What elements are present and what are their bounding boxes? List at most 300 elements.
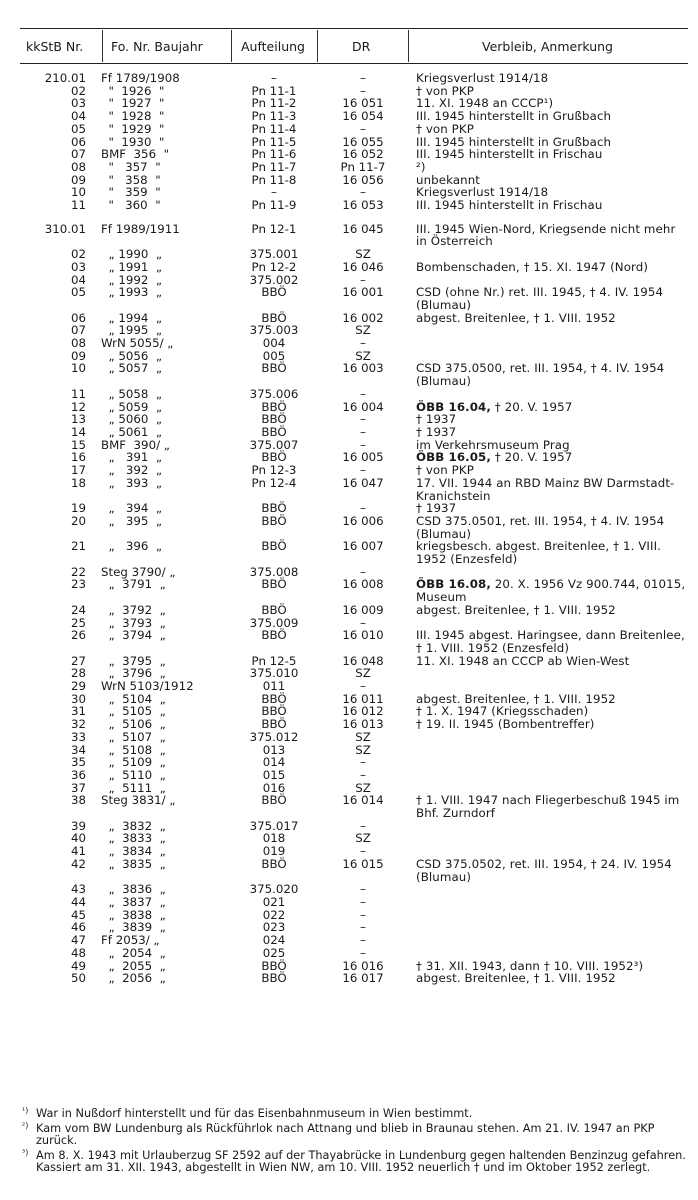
locomotive-number: 45 <box>70 907 86 922</box>
remark-text: abgest. Breitenlee, † 1. VIII. 1952 <box>416 602 616 617</box>
dr-number: – <box>360 767 366 782</box>
builder-number-year: Steg 3831/ „ <box>101 793 176 808</box>
remark <box>416 731 690 744</box>
builder-number-year: „ 3795 „ <box>101 653 166 668</box>
locomotive-number: 41 <box>70 844 86 859</box>
allocation: BBÖ <box>261 691 287 706</box>
allocation: Pn 12-2 <box>251 259 297 274</box>
header-aufteilung: Aufteilung <box>241 39 305 54</box>
allocation: 375.001 <box>249 247 299 262</box>
footnotes <box>22 1108 692 1177</box>
oebb-number: ÖBB 16.08, <box>416 577 491 592</box>
remark <box>416 413 690 426</box>
locomotive-number: 38 <box>70 793 86 808</box>
locomotive-number: 19 <box>70 501 86 516</box>
dr-number: Pn 11-7 <box>340 159 386 174</box>
remark-text: III. 1945 abgest. Haringsee, dann Breitenlee, † 1. VIII. 1952 (Enzesfeld) <box>416 628 685 655</box>
remark-text: 17. VII. 1944 an RBD Mainz BW Darmstadt-Kranichstein <box>416 475 675 503</box>
table-row <box>0 337 698 350</box>
builder-number-year: „ 3794 „ <box>101 628 166 643</box>
dr-number: – <box>360 336 366 351</box>
remark <box>416 312 690 325</box>
table-row <box>0 578 698 603</box>
table-row <box>0 362 698 387</box>
locomotive-number: 09 <box>70 172 86 187</box>
dr-number: – <box>360 844 366 859</box>
builder-number-year: „ 3834 „ <box>101 844 166 859</box>
allocation: Pn 11-1 <box>251 83 297 98</box>
builder-number-year: „ 5061 „ <box>101 424 162 439</box>
locomotive-number: 10 <box>70 185 86 200</box>
locomotive-number: 02 <box>70 83 86 98</box>
table-row <box>0 769 698 782</box>
locomotive-number: 15 <box>70 437 86 452</box>
builder-number-year: " 360 " <box>101 198 161 213</box>
allocation: Pn 11-9 <box>251 198 297 213</box>
footnote-text: Kam vom BW Lundenburg als Rückführlok nach Attnang und blieb in Braunau stehen. Am 21. IV. 1947 an PKP zurück. <box>36 1121 655 1148</box>
remark-text: † 20. V. 1957 <box>490 399 573 414</box>
locomotive-number: 49 <box>70 958 86 973</box>
builder-number-year: „ 394 „ <box>101 501 162 516</box>
dr-number: 16 010 <box>342 628 384 643</box>
remark <box>416 515 690 540</box>
locomotive-number: 48 <box>70 945 86 960</box>
allocation: – <box>271 185 277 200</box>
remark <box>416 578 690 603</box>
locomotive-number: 43 <box>70 882 86 897</box>
remark-text: kriegsbesch. abgest. Breitenlee, † 1. VIII. 1952 (Enzesfeld) <box>416 539 662 567</box>
remark <box>416 896 690 909</box>
locomotive-number: 11 <box>70 386 86 401</box>
dr-number: 16 016 <box>342 958 384 973</box>
footnote-text: War in Nußdorf hinterstellt und für das Eisenbahnmuseum in Wien bestimmt. <box>36 1107 473 1120</box>
table-row <box>0 718 698 731</box>
remark <box>416 604 690 617</box>
builder-number-year: „ 3792 „ <box>101 602 166 617</box>
remark <box>416 199 690 212</box>
dr-number: – <box>360 920 366 935</box>
dr-number: 16 055 <box>342 134 384 149</box>
allocation: BBÖ <box>261 717 287 732</box>
locomotive-number: 12 <box>70 399 86 414</box>
builder-number-year: „ 1992 „ <box>101 272 162 287</box>
remark <box>416 148 690 161</box>
column-divider <box>231 30 232 62</box>
dr-number: SZ <box>355 742 371 757</box>
builder-number-year: " 1929 " <box>101 121 165 136</box>
builder-number-year: „ 391 „ <box>101 450 162 465</box>
builder-number-year: „ 392 „ <box>101 463 162 478</box>
footnote <box>22 1147 692 1175</box>
locomotive-number: 03 <box>70 259 86 274</box>
dr-number: – <box>360 386 366 401</box>
dr-number: 16 009 <box>342 602 384 617</box>
builder-number-year: „ 5106 „ <box>101 717 166 732</box>
table-row <box>0 199 698 212</box>
dr-number: – <box>360 615 366 630</box>
allocation: BBÖ <box>261 310 287 325</box>
dr-number: 16 007 <box>342 539 384 554</box>
header-fo-nr-baujahr: Fo. Nr. Baujahr <box>111 39 203 54</box>
allocation: 375.006 <box>249 386 299 401</box>
locomotive-number: 13 <box>70 412 86 427</box>
remark-text: abgest. Breitenlee, † 1. VIII. 1952 <box>416 971 616 986</box>
remark-text: † 1. X. 1947 (Kriegsschaden) <box>416 704 589 719</box>
table-row <box>0 972 698 985</box>
dr-number: – <box>360 83 366 98</box>
remark <box>416 858 690 883</box>
remark-text: † 1937 <box>416 412 457 427</box>
allocation: BBÖ <box>261 399 287 414</box>
column-divider <box>102 30 103 62</box>
locomotive-number: 17 <box>70 463 86 478</box>
table-row <box>0 261 698 274</box>
dr-number: – <box>360 945 366 960</box>
remark-text: III. 1945 hinterstellt in Grußbach <box>416 109 612 124</box>
builder-number-year: „ 5059 „ <box>101 399 162 414</box>
locomotive-number: 310.01 <box>44 221 86 236</box>
allocation: BBÖ <box>261 628 287 643</box>
dr-number: 16 012 <box>342 704 384 719</box>
locomotive-number: 06 <box>70 310 86 325</box>
dr-number: – <box>360 907 366 922</box>
remark-text: CSD 375.0501, ret. III. 1954, † 4. IV. 1954 (Blumau) <box>416 513 665 541</box>
remark-text: 20. X. 1956 Vz 900.744, 01015, Museum <box>416 577 686 605</box>
table-row <box>0 629 698 654</box>
builder-number-year: BMF 356 " <box>101 147 169 162</box>
table-row <box>0 731 698 744</box>
locomotive-number: 210.01 <box>44 71 86 85</box>
allocation: 016 <box>262 780 286 795</box>
allocation: Pn 11-3 <box>251 109 297 124</box>
locomotive-number: 27 <box>70 653 86 668</box>
dr-number: 16 054 <box>342 109 384 124</box>
allocation: Pn 11-7 <box>251 159 297 174</box>
table-row <box>0 858 698 883</box>
builder-number-year: „ 5110 „ <box>101 767 166 782</box>
remark-text: † von PKP <box>416 463 474 478</box>
builder-number-year: „ 1993 „ <box>101 285 162 300</box>
builder-number-year: „ 1995 „ <box>101 323 162 338</box>
table-row <box>0 72 698 85</box>
locomotive-number: 40 <box>70 831 86 846</box>
remark <box>416 261 690 274</box>
dr-number: – <box>360 463 366 478</box>
dr-number: – <box>360 272 366 287</box>
remark <box>416 909 690 922</box>
locomotive-number: 44 <box>70 895 86 909</box>
locomotive-number: 09 <box>70 348 86 363</box>
remark <box>416 324 690 337</box>
locomotive-number: 29 <box>70 679 86 694</box>
locomotive-number: 35 <box>70 755 86 770</box>
table-row <box>0 286 698 311</box>
allocation: 375.012 <box>249 729 299 744</box>
locomotive-number: 05 <box>70 121 86 136</box>
allocation: 375.020 <box>249 882 299 897</box>
dr-number: 16 014 <box>342 793 384 808</box>
allocation: BBÖ <box>261 412 287 427</box>
locomotive-number: 07 <box>70 323 86 338</box>
table-row <box>0 934 698 947</box>
remark-text: † 1937 <box>416 501 457 516</box>
remark-text: im Verkehrsmuseum Prag <box>416 437 570 452</box>
dr-number: – <box>360 818 366 833</box>
allocation: 375.007 <box>249 437 299 452</box>
table-row <box>0 161 698 174</box>
builder-number-year: „ 3839 „ <box>101 920 166 935</box>
locomotive-number: 22 <box>70 564 86 579</box>
remark-text: Bombenschaden, † 15. XI. 1947 (Nord) <box>416 259 649 274</box>
dr-number: 16 011 <box>342 691 384 706</box>
dr-number: – <box>360 501 366 516</box>
builder-number-year: „ 1990 „ <box>101 247 162 262</box>
locomotive-number: 04 <box>70 109 86 124</box>
remark <box>416 540 690 565</box>
builder-number-year: „ 3796 „ <box>101 666 166 681</box>
remark <box>416 744 690 757</box>
remark <box>416 655 690 668</box>
remark-text: † von PKP <box>416 83 474 98</box>
dr-number: 16 053 <box>342 198 384 213</box>
allocation: BBÖ <box>261 424 287 439</box>
allocation: – <box>271 71 277 85</box>
dr-number: 16 017 <box>342 971 384 986</box>
builder-number-year: " 358 " <box>101 172 161 187</box>
footnote <box>22 1120 692 1148</box>
builder-number-year: „ 3837 „ <box>101 895 166 909</box>
builder-number-year: Ff 1789/1908 <box>101 71 180 85</box>
builder-number-year: " 1928 " <box>101 109 165 124</box>
table-row <box>0 540 698 565</box>
dr-number: 16 048 <box>342 653 384 668</box>
allocation: 004 <box>262 336 286 351</box>
builder-number-year: WrN 5055/ „ <box>101 336 174 351</box>
remark-text: 11. XI. 1948 an CCCP ab Wien-West <box>416 653 630 668</box>
locomotive-number: 26 <box>70 628 86 643</box>
allocation: BBÖ <box>261 577 287 592</box>
remark-text: abgest. Breitenlee, † 1. VIII. 1952 <box>416 310 616 325</box>
builder-number-year: BMF 390/ „ <box>101 437 170 452</box>
remark-text: 11. XI. 1948 an CCCP¹) <box>416 96 554 111</box>
allocation: BBÖ <box>261 285 287 300</box>
allocation: Pn 11-6 <box>251 147 297 162</box>
builder-number-year: „ 5060 „ <box>101 412 162 427</box>
builder-number-year: „ 3836 „ <box>101 882 166 897</box>
remark <box>416 362 690 387</box>
remark-text: III. 1945 hinterstellt in Frischau <box>416 147 603 162</box>
dr-number: 16 002 <box>342 310 384 325</box>
allocation: BBÖ <box>261 450 287 465</box>
allocation: BBÖ <box>261 602 287 617</box>
dr-number: 16 008 <box>342 577 384 592</box>
remark-text: III. 1945 hinterstellt in Grußbach <box>416 134 612 149</box>
column-divider <box>317 30 318 62</box>
allocation: 011 <box>262 679 286 694</box>
builder-number-year: „ 5058 „ <box>101 386 162 401</box>
table-row <box>0 223 698 248</box>
table-row <box>0 896 698 909</box>
allocation: 013 <box>262 742 286 757</box>
locomotive-number: 31 <box>70 704 86 719</box>
allocation: BBÖ <box>261 704 287 719</box>
dr-number: 16 005 <box>342 450 384 465</box>
dr-number: 16 047 <box>342 475 384 490</box>
allocation: 375.008 <box>249 564 299 579</box>
oebb-number: ÖBB 16.05, <box>416 450 491 465</box>
table-header-rule <box>20 63 688 64</box>
dr-number: 16 006 <box>342 513 384 528</box>
dr-number: – <box>360 564 366 579</box>
allocation: Pn 11-8 <box>251 172 297 187</box>
dr-number: 16 015 <box>342 856 384 871</box>
column-divider <box>408 30 409 62</box>
locomotive-number: 25 <box>70 615 86 630</box>
remark <box>416 223 690 248</box>
dr-number: SZ <box>355 348 371 363</box>
remark-text: † von PKP <box>416 121 474 136</box>
builder-number-year: „ 396 „ <box>101 539 162 554</box>
allocation: 375.017 <box>249 818 299 833</box>
remark <box>416 756 690 769</box>
builder-number-year: „ 393 „ <box>101 475 162 490</box>
allocation: Pn 11-4 <box>251 121 297 136</box>
builder-number-year: „ 3833 „ <box>101 831 166 846</box>
builder-number-year: „ 5109 „ <box>101 755 166 770</box>
allocation: 023 <box>262 920 286 935</box>
locomotive-number: 24 <box>70 602 86 617</box>
remark <box>416 337 690 350</box>
table-row <box>0 515 698 540</box>
builder-number-year: Ff 2053/ „ <box>101 933 160 948</box>
allocation: 375.009 <box>249 615 299 630</box>
allocation: BBÖ <box>261 856 287 871</box>
table-row <box>0 426 698 439</box>
builder-number-year: „ 3791 „ <box>101 577 166 592</box>
remark-text: † 19. II. 1945 (Bombentreffer) <box>416 717 595 732</box>
dr-number: – <box>360 121 366 136</box>
locomotive-number: 08 <box>70 336 86 351</box>
dr-number: 16 003 <box>342 361 384 376</box>
locomotive-number: 07 <box>70 147 86 162</box>
header-kkstb-nr: kkStB Nr. <box>26 39 84 54</box>
locomotive-number: 46 <box>70 920 86 935</box>
allocation: BBÖ <box>261 501 287 516</box>
table-row <box>0 604 698 617</box>
locomotive-number: 03 <box>70 96 86 111</box>
locomotive-number: 36 <box>70 767 86 782</box>
locomotive-number: 10 <box>70 361 86 376</box>
remark-text: abgest. Breitenlee, † 1. VIII. 1952 <box>416 691 616 706</box>
allocation: 022 <box>262 907 286 922</box>
locomotive-number: 28 <box>70 666 86 681</box>
builder-number-year: „ 5057 „ <box>101 361 162 376</box>
builder-number-year: „ 5104 „ <box>101 691 166 706</box>
dr-number: SZ <box>355 831 371 846</box>
allocation: BBÖ <box>261 958 287 973</box>
allocation: 015 <box>262 767 286 782</box>
locomotive-number: 14 <box>70 424 86 439</box>
table-row <box>0 477 698 502</box>
locomotive-number: 06 <box>70 134 86 149</box>
builder-number-year: „ 2054 „ <box>101 945 166 960</box>
allocation: Pn 12-5 <box>251 653 297 668</box>
locomotive-number: 30 <box>70 691 86 706</box>
builder-number-year: „ 395 „ <box>101 513 162 528</box>
dr-number: 16 045 <box>342 221 384 236</box>
dr-number: – <box>360 755 366 770</box>
builder-number-year: „ 5056 „ <box>101 348 162 363</box>
builder-number-year: Ff 1989/1911 <box>101 221 180 236</box>
locomotive-number: 08 <box>70 159 86 174</box>
remark-text: III. 1945 hinterstellt in Frischau <box>416 198 603 213</box>
allocation: BBÖ <box>261 793 287 808</box>
allocation: BBÖ <box>261 971 287 986</box>
dr-number: SZ <box>355 323 371 338</box>
remark <box>416 883 690 896</box>
dr-number: – <box>360 933 366 948</box>
allocation: Pn 12-4 <box>251 475 297 490</box>
builder-number-year: „ 1994 „ <box>101 310 162 325</box>
footnote-text: Am 8. X. 1943 mit Urlauberzug SF 2592 auf der Thayabrücke in Lundenburg gegen haltenden Benzinzug gefahren. Kassiert am 31. XII. 1943, abgestellt in Wien NW, am 10. VIII. 1952 neuerlich † und im Oktober 1952 zerlegt. <box>36 1148 686 1175</box>
dr-number: – <box>360 895 366 909</box>
locomotive-number: 50 <box>70 971 86 986</box>
builder-number-year: „ 3835 „ <box>101 856 166 871</box>
builder-number-year: " 359 " <box>101 185 161 200</box>
remark <box>416 718 690 731</box>
remark <box>416 794 690 819</box>
allocation: 375.003 <box>249 323 299 338</box>
header-verbleib: Verbleib, Anmerkung <box>482 39 613 54</box>
table-row <box>0 388 698 401</box>
builder-number-year: „ 2056 „ <box>101 971 166 986</box>
builder-number-year: „ 5111 „ <box>101 780 166 795</box>
dr-number: – <box>360 882 366 897</box>
locomotive-number: 32 <box>70 717 86 732</box>
footnote <box>22 1108 692 1121</box>
remark-text: † 20. V. 1957 <box>490 450 573 465</box>
allocation: BBÖ <box>261 361 287 376</box>
allocation: BBÖ <box>261 539 287 554</box>
allocation: Pn 12-1 <box>251 221 297 236</box>
builder-number-year: " 1930 " <box>101 134 165 149</box>
dr-number: 16 056 <box>342 172 384 187</box>
dr-number: – <box>360 679 366 694</box>
remark-text: CSD (ohne Nr.) ret. III. 1945, † 4. IV. 1954 (Blumau) <box>416 285 664 312</box>
dr-number: 16 001 <box>342 285 384 300</box>
remark-text: III. 1945 Wien-Nord, Kriegsende nicht mehr in Österreich <box>416 221 676 249</box>
remark-text: Kriegsverlust 1914/18 <box>416 71 549 85</box>
builder-number-year: Steg 3790/ „ <box>101 564 176 579</box>
builder-number-year: " 1926 " <box>101 83 165 98</box>
remark <box>416 629 690 654</box>
remark <box>416 477 690 502</box>
allocation: 021 <box>262 895 286 909</box>
allocation: 025 <box>262 945 286 960</box>
locomotive-number: 23 <box>70 577 86 592</box>
locomotive-number: 20 <box>70 513 86 528</box>
builder-number-year: „ 3832 „ <box>101 818 166 833</box>
dr-number: SZ <box>355 729 371 744</box>
dr-number: – <box>360 437 366 452</box>
locomotive-number: 04 <box>70 272 86 287</box>
builder-number-year: „ 3838 „ <box>101 907 166 922</box>
remark <box>416 934 690 947</box>
table-row <box>0 794 698 819</box>
remark-text: † 1937 <box>416 424 457 439</box>
allocation: Pn 11-2 <box>251 96 297 111</box>
remark <box>416 286 690 311</box>
